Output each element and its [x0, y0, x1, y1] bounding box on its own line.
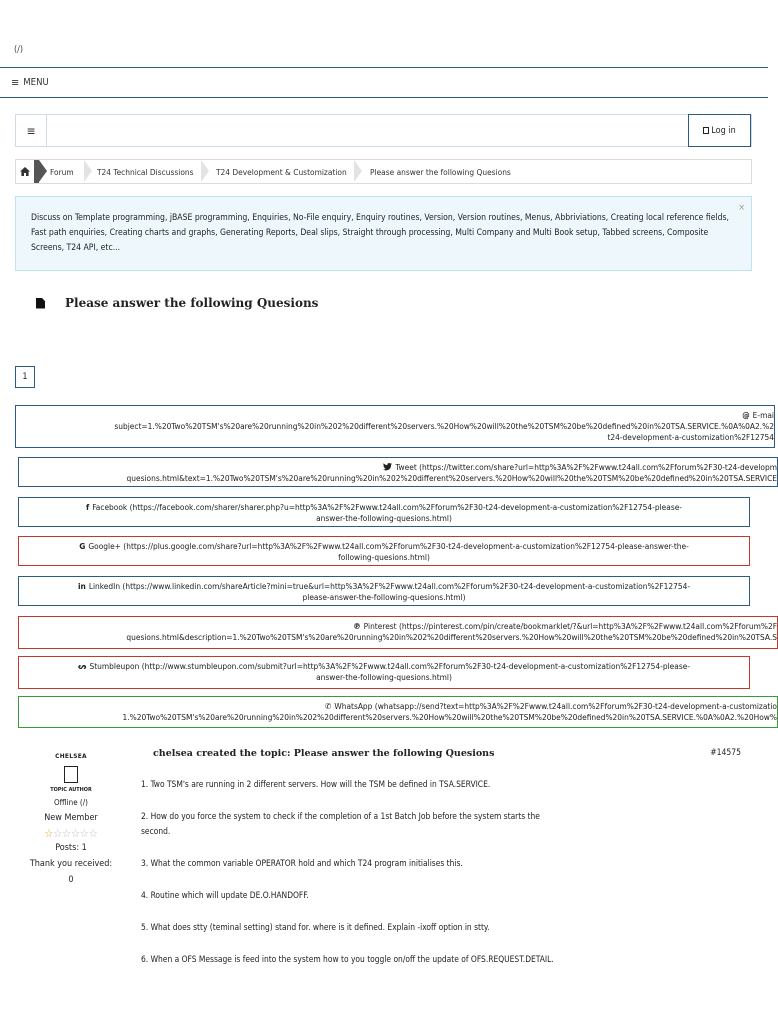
- home-icon[interactable]: [16, 160, 34, 183]
- google-icon: G: [79, 541, 86, 551]
- share-whatsapp-button[interactable]: ✆ WhatsApp (whatsapp://send?text=http%3A%2F%2Fwww.t24all.com%2Fforum%2F30-t24-development-a-customizatio 1.%20Two%20TSM's%20are%20running%20in%202%20different%20servers.%20How%20will%20the%20TSM%20be%20defined%20in%20TSA.SERVICE.%0A%0A2.%20How%: [18, 696, 778, 728]
- stumbleupon-icon: ᔕ: [78, 661, 87, 671]
- share-twitter-button[interactable]: Tweet (https://twitter.com/share?url=http%3A%2F%2Fwww.t24all.com%2Fforum%2F30-t24-developm quesions.html&text=1.%20Two%20TSM's%20are%20running%20in%202%20different%20servers.%20How%20will%20the%20TSM%20be%20defined%20in%20TSA.SERVICE: [18, 457, 778, 487]
- post-paragraph: 4. Routine which will update DE.O.HANDOFF.: [141, 890, 309, 900]
- star-icon: ☆: [79, 827, 89, 840]
- star-icon: ☆: [44, 827, 54, 840]
- author-status[interactable]: Offline (/): [54, 798, 88, 807]
- post-paragraph: 2. How do you force the system to check if the completion of a 1st Batch Job before the system starts the second.: [141, 811, 540, 836]
- login-label: Log in: [711, 125, 736, 136]
- menu-label: MENU: [23, 76, 49, 88]
- star-icon: ☆: [53, 827, 63, 840]
- login-button[interactable]: [688, 114, 751, 147]
- login-square-icon: [703, 127, 709, 134]
- author-card: [14, 752, 128, 888]
- linkedin-icon: in: [77, 581, 86, 591]
- avatar[interactable]: [64, 766, 78, 783]
- star-icon: ☆: [62, 827, 71, 840]
- author-role: TOPIC AUTHOR: [50, 787, 92, 793]
- menu-toggle[interactable]: [0, 67, 768, 97]
- description-text: Discuss on Template programming, jBASE programming, Enquiries, No-File enquiry, Enquiry routines, Version, Version routines, Menus, Abbriviations, Creating local reference fields, Fast path enquiries, Creating charts and graphs, Generating Reports, Deal slips, Straight through processing, Multi Company and Multi Book setup, Tabbed screens, Composite Screens, T24 API, etc...: [31, 213, 729, 253]
- share-pinterest-button[interactable]: ℗ Pinterest (https://pinterest.com/pin/create/bookmarklet/?&url=http%3A%2F%2Fwww.t24all.com%2Fforum%2F quesions.html&description=1.%20Two%20TSM's%20are%20running%20in%202%20different%20servers.%20How%20will%20the%20TSM%20be%20defined%20in%20TSA.S: [18, 616, 778, 649]
- share-email-button[interactable]: @ E-mai subject=1.%20Two%20TSM's%20are%20running%20in%202%20different%20servers.%20How%20will%20the%20TSM%20be%20defined%20in%20TSA.SERVICE.%0A%0A2.%2 t24-development-a-customization%2F12754: [15, 405, 775, 448]
- author-posts: Posts: 1: [55, 843, 87, 853]
- share-linkedin-button[interactable]: in LinkedIn (https://www.linkedin.com/shareArticle?mini=true&url=http%3A%2F%2Fwww.t24all.com%2Fforum%2F30-t24-development-a-customization%2F12754- please-answer-the-following-quesions.html): [18, 576, 750, 606]
- page-number-button[interactable]: 1: [15, 366, 35, 388]
- breadcrumb: [15, 159, 752, 184]
- home-link[interactable]: (/): [14, 45, 24, 55]
- author-rank: New Member: [44, 813, 98, 823]
- star-icon: ☆: [88, 827, 98, 840]
- hamburger-icon: ≡: [11, 75, 20, 89]
- breadcrumb-item-development[interactable]: T24 Development & Customization: [216, 166, 347, 177]
- email-icon: @: [742, 410, 750, 420]
- post-paragraph: 1. Two TSM's are running in 2 different servers. How will the TSM be defined in TSA.SERVICE.: [141, 779, 491, 789]
- breadcrumb-item-technical[interactable]: T24 Technical Discussions: [97, 166, 194, 177]
- post-body: [141, 777, 561, 967]
- star-icon: ☆: [71, 827, 80, 840]
- share-google-button[interactable]: G Google+ (https://plus.google.com/share?url=http%3A%2F%2Fwww.t24all.com%2Fforum%2F30-t24-development-a-customization%2F12754-please-answer-the- following-quesions.html): [18, 536, 750, 566]
- category-description: [15, 196, 752, 271]
- thanks-value: 0: [68, 875, 74, 885]
- document-icon: [36, 298, 45, 309]
- pinterest-icon: ℗: [353, 621, 361, 631]
- share-stumbleupon-button[interactable]: ᔕ Stumbleupon (http://www.stumbleupon.com/submit?url=http%3A%2F%2Fwww.t24all.com%2Fforum%2F30-t24-development-a-customization%2F12754-please- answer-the-following-quesions.html): [18, 656, 750, 689]
- author-name[interactable]: CHELSEA: [55, 752, 87, 760]
- thanks-label: Thank you received:: [29, 859, 113, 869]
- breadcrumb-item-current: Please answer the following Quesions: [370, 166, 511, 177]
- post: [141, 748, 741, 984]
- post-paragraph: 3. What the common variable OPERATOR hold and which T24 program initialises this.: [141, 858, 463, 868]
- toolbar: [15, 114, 752, 147]
- divider: [0, 97, 768, 98]
- post-paragraph: 6. When a OFS Message is feed into the system how to you toggle on/off the update of OFS.REQUEST.DETAIL.: [141, 954, 554, 964]
- post-heading: chelsea created the topic: Please answer the following Quesions: [153, 748, 495, 759]
- close-icon[interactable]: ×: [738, 203, 745, 213]
- whatsapp-icon: ✆: [325, 701, 332, 711]
- twitter-icon: [383, 462, 392, 472]
- post-number[interactable]: #14575: [710, 748, 741, 758]
- topic-title-row: [36, 296, 318, 310]
- share-facebook-button[interactable]: f Facebook (https://facebook.com/sharer/sharer.php?u=http%3A%2F%2Fwww.t24all.com%2Fforum%2F30-t24-development-a-customization%2F12754-please- answer-the-following-quesions.html): [18, 497, 750, 527]
- post-paragraph: 5. What does stty (teminal setting) stand for. where is it defined. Explain -ixoff option in stty.: [141, 922, 490, 932]
- rank-stars: [14, 827, 128, 840]
- facebook-icon: f: [85, 502, 90, 512]
- breadcrumb-item-forum[interactable]: Forum: [50, 166, 74, 177]
- page-title: Please answer the following Quesions: [65, 296, 319, 310]
- hamburger-icon[interactable]: ≡: [16, 115, 47, 146]
